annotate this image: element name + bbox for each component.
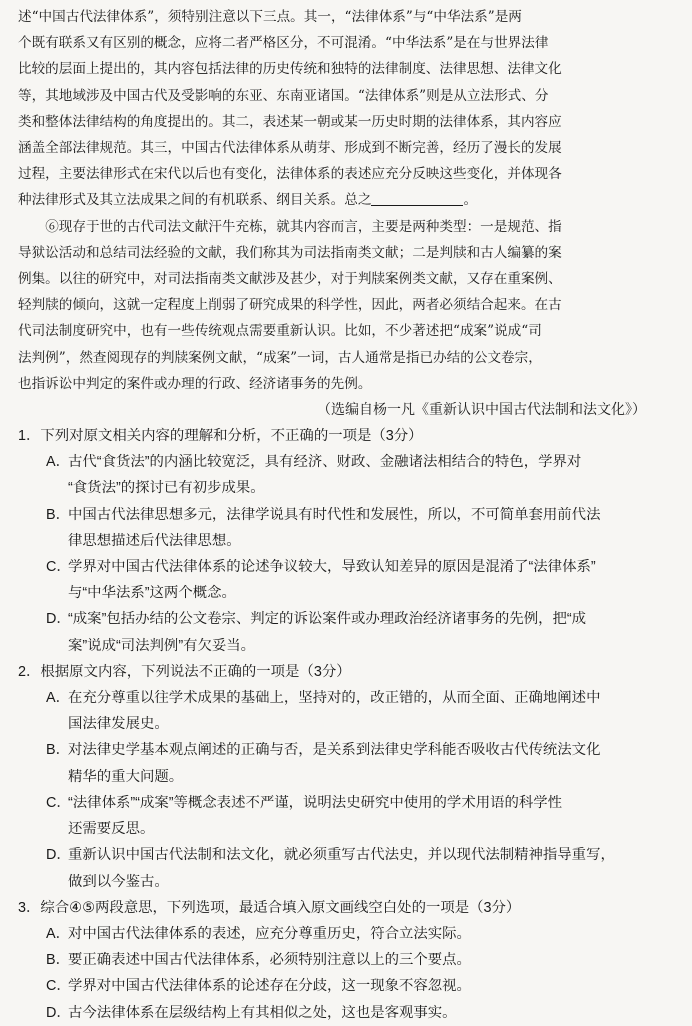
- option-a[interactable]: [46, 449, 676, 501]
- text-span: 。: [463, 192, 478, 209]
- option-line: 在充分尊重以往学术成果的基础上，坚持对的，改正错的，从而全面、正确地阐述中: [68, 690, 601, 707]
- option-letter: B．: [46, 506, 70, 523]
- option-d[interactable]: [46, 842, 676, 894]
- option-b[interactable]: [46, 737, 676, 789]
- option-line: 古今法律体系在层级结构上有其相似之处，这也是客观事实。: [68, 1004, 457, 1021]
- question-1: [18, 423, 676, 659]
- text-line: 代司法制度研究中，也有一些传统观点需要重新认识。比如，不少著述把“成案”说成“司: [18, 323, 542, 340]
- option-d[interactable]: [46, 606, 676, 658]
- text-line: 涵盖全部法律规范。其三，中国古代法律体系从萌芽、形成到不断完善，经历了漫长的发展: [18, 140, 562, 157]
- text-line: 例集。以往的研究中，对司法指南类文献涉及甚少，对于判牍案例类文献，又存在重案例、: [18, 271, 562, 288]
- option-line: 对中国古代法律体系的表述，应充分尊重历史，符合立法实际。: [68, 925, 471, 942]
- option-line: 还需要反思。: [68, 821, 155, 838]
- answer-blank: [371, 191, 463, 206]
- option-line: 做到以今鉴古。: [68, 873, 169, 890]
- option-line: 要正确表述中国古代法律体系，必须特别注意以上的三个要点。: [68, 952, 471, 969]
- text-line-with-blank: [18, 187, 676, 213]
- text-line: 比较的层面上提出的，其内容包括法律的历史传统和独特的法律制度、法律思想、法律文化: [18, 61, 562, 78]
- text-line: 类和整体法律结构的角度提出的。其二，表述某一朝或某一历史时期的法律体系，其内容应: [18, 113, 562, 130]
- option-c[interactable]: [46, 790, 676, 842]
- passage-paragraph-6: [18, 214, 676, 397]
- question-stem: 2．根据原文内容，下列说法不正确的一项是（3分）: [18, 663, 351, 680]
- option-d[interactable]: [46, 1000, 676, 1026]
- text-line: 也指诉讼中判定的案件或办理的行政、经济诸事务的先例。: [18, 375, 372, 392]
- option-line: 重新认识中国古代法制和法文化，就必须重写古代法史，并以现代法制精神指导重写，: [68, 847, 615, 864]
- text-line: 个既有联系又有区别的概念，应将二者严格区分，不可混淆。“中华法系”是在与世界法律: [18, 35, 549, 52]
- text-span: 种法律形式及其立法成果之间的有机联系、纲目关系。总之: [18, 192, 372, 209]
- question-stem: 3．综合④⑤两段意思，下列选项，最适合填入原文画线空白处的一项是（3分）: [18, 899, 521, 916]
- option-letter: B．: [46, 952, 70, 969]
- option-a[interactable]: [46, 921, 676, 947]
- option-line: “食货法”的探讨已有初步成果。: [68, 480, 265, 497]
- question-3: [18, 895, 676, 1026]
- option-letter: A．: [46, 454, 70, 471]
- option-line: 中国古代法律思想多元，法律学说具有时代性和发展性，所以，不可简单套用前代法: [68, 506, 601, 523]
- option-line: 对法律史学基本观点阐述的正确与否，是关系到法律史学科能否吸收古代传统法文化: [68, 742, 601, 759]
- text-line: 轻判牍的倾向，这就一定程度上削弱了研究成果的科学性，因此，两者必须结合起来。在古: [18, 297, 562, 314]
- question-2: [18, 659, 676, 895]
- option-c[interactable]: [46, 973, 676, 999]
- text-line: 述“中国古代法律体系”，须特别注意以下三点。其一，“法律体系”与“中华法系”是两: [18, 9, 522, 25]
- option-line: 精华的重大问题。: [68, 768, 184, 785]
- text-line: ⑥现存于世的古代司法文献汗牛充栋，就其内容而言，主要是两种类型：一是规范、指: [45, 218, 562, 235]
- option-letter: C．: [46, 978, 71, 995]
- option-line: 案”说成“司法判例”有欠妥当。: [68, 637, 256, 654]
- option-b[interactable]: [46, 502, 676, 554]
- option-letter: B．: [46, 742, 70, 759]
- option-c[interactable]: [46, 554, 676, 606]
- option-letter: A．: [46, 925, 70, 942]
- option-b[interactable]: [46, 947, 676, 973]
- option-line: 学界对中国古代法律体系的论述存在分歧，这一现象不容忽视。: [68, 978, 471, 995]
- option-letter: D．: [46, 1004, 71, 1021]
- text-line: 过程，主要法律形式在宋代以后也有变化，法律体系的表述应充分反映这些变化，并体现各: [18, 166, 562, 183]
- option-line: 古代“食货法”的内涵比较宽泛，具有经济、财政、金融诸法相结合的特色，学界对: [68, 454, 582, 471]
- option-letter: C．: [46, 794, 71, 811]
- option-line: “法律体系”“成案”等概念表述不严谨，说明法史研究中使用的学术用语的科学性: [68, 794, 563, 811]
- option-letter: D．: [46, 611, 71, 628]
- option-letter: A．: [46, 690, 70, 707]
- option-line: “成案”包括办结的公文卷宗、判定的诉讼案件或办理政治经济诸事务的先例，把“成: [68, 611, 587, 628]
- option-line: 与“中华法系”这两个概念。: [68, 585, 236, 602]
- option-line: 国法律发展史。: [68, 716, 169, 733]
- option-line: 学界对中国古代法律体系的论述争议较大，导致认知差异的原因是混淆了“法律体系”: [68, 559, 596, 576]
- text-line: 等，其地域涉及中国古代及受影响的东亚、东南亚诸国。“法律体系”则是从立法形式、分: [18, 87, 549, 104]
- option-line: 律思想描述后代法律思想。: [68, 532, 241, 549]
- option-letter: D．: [46, 847, 71, 864]
- option-a[interactable]: [46, 685, 676, 737]
- question-stem: 1．下列对原文相关内容的理解和分析，不正确的一项是（3分）: [18, 428, 423, 445]
- passage-paragraph-5: [18, 4, 676, 214]
- option-letter: C．: [46, 559, 71, 576]
- source-citation: （选编自杨一凡《重新认识中国古代法制和法文化》）: [317, 402, 646, 419]
- text-line: 导狱讼活动和总结司法经验的文献，我们称其为司法指南类文献；二是判牍和古人编纂的案: [18, 244, 562, 261]
- text-line: 法判例”，然查阅现存的判牍案例文献，“成案”一词，古人通常是指已办结的公文卷宗，: [18, 349, 542, 366]
